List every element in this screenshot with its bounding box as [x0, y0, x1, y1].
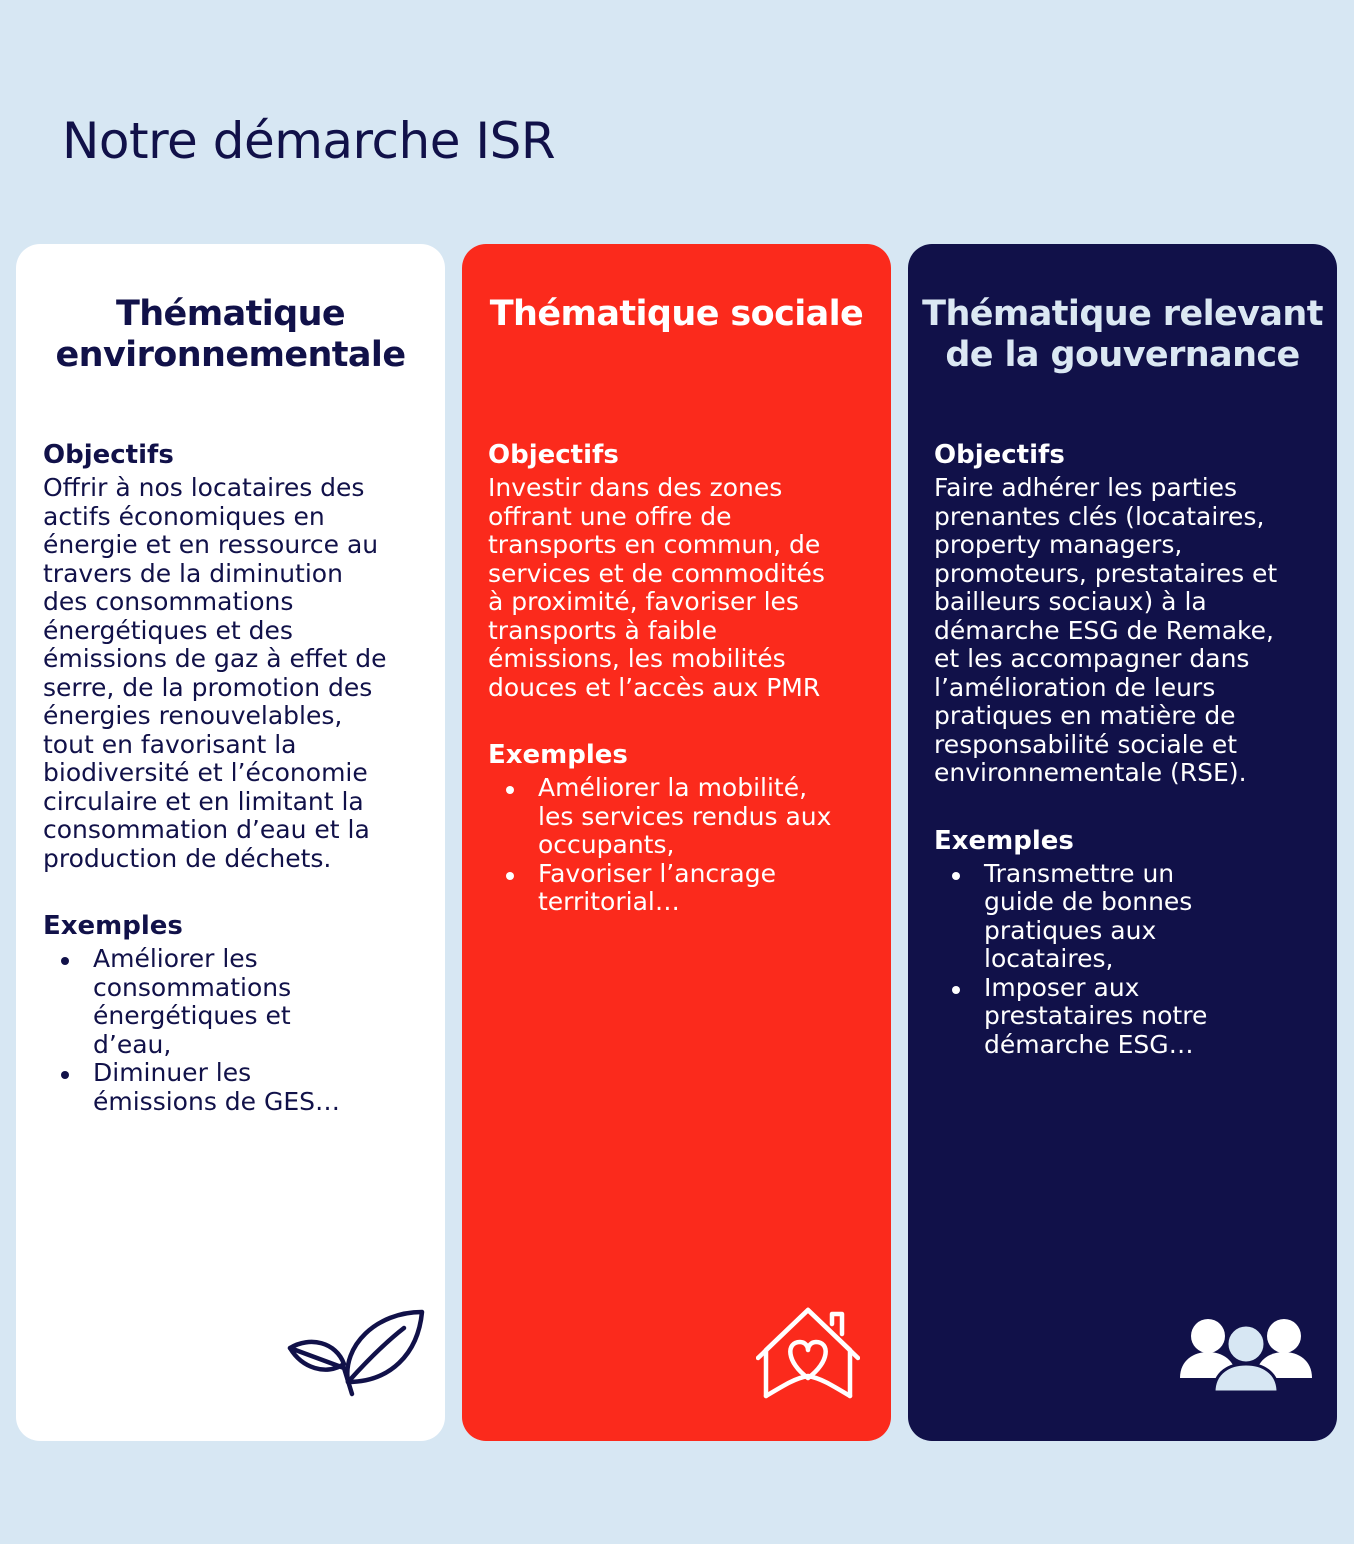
list-item: Favoriser l’ancrage territorial…: [538, 860, 833, 917]
examples-label: Exemples: [488, 740, 628, 770]
objectives-label: Objectifs: [488, 440, 619, 470]
list-item: Améliorer les consommations énergétiques et d’eau,: [93, 945, 353, 1059]
objectives-text: Investir dans des zones offrant une offre de transports en commun, de services et de commodités à proximité, favoriser les transports à faible émissions, les mobilités douces et l’accès aux PMR: [488, 473, 825, 702]
card-social: [462, 244, 891, 1441]
card-environmental: [16, 244, 445, 1441]
objectives-label: Objectifs: [43, 440, 174, 470]
list-item: Imposer aux prestataires notre démarche ESG…: [984, 974, 1234, 1060]
examples-label: Exemples: [43, 911, 183, 941]
list-item: Transmettre un guide de bonnes pratiques aux locataires,: [984, 860, 1234, 974]
examples-list: [488, 774, 833, 917]
list-item: Améliorer la mobilité, les services rendus aux occupants,: [538, 773, 832, 859]
list-item: Diminuer les émissions de GES…: [93, 1059, 353, 1116]
examples-list: [43, 945, 353, 1116]
objectives-label: Objectifs: [934, 440, 1065, 470]
card-title: Thématique sociale: [489, 294, 864, 334]
card-title: Thématique environnementale: [55, 294, 406, 375]
card-content: [488, 440, 833, 917]
examples-label: Exemples: [934, 825, 1074, 856]
card-content: [934, 440, 1279, 1059]
page-title: Notre démarche ISR: [62, 112, 556, 170]
objectives-text: Faire adhérer les parties prenantes clés (locataires, property managers, promoteurs, prestataires et bailleurs sociaux) à la démarche ESG de Remake, et les accompagner dans l’amélioration de leurs pratiques en matière de responsabilité sociale et environnementale (RSE).: [934, 473, 1278, 787]
card-title: Thématique relevant de la gouvernance: [922, 294, 1323, 375]
examples-list: [934, 860, 1234, 1060]
people-group-icon: [1180, 1316, 1312, 1392]
card-governance: [908, 244, 1337, 1441]
objectives-text: Offrir à nos locataires des actifs économiques en énergie et en ressource au travers de la diminution des consommations énergétiques et des émissions de gaz à effet de serre, de la promotion des énergies renouvelables, tout en favorisant la biodiversité et l’économie circulaire et en limitant la consommation d’eau et la production de déchets.: [43, 473, 387, 873]
leaf-icon: [286, 1306, 426, 1398]
card-content: [43, 440, 393, 1116]
house-heart-icon: [756, 1304, 860, 1400]
